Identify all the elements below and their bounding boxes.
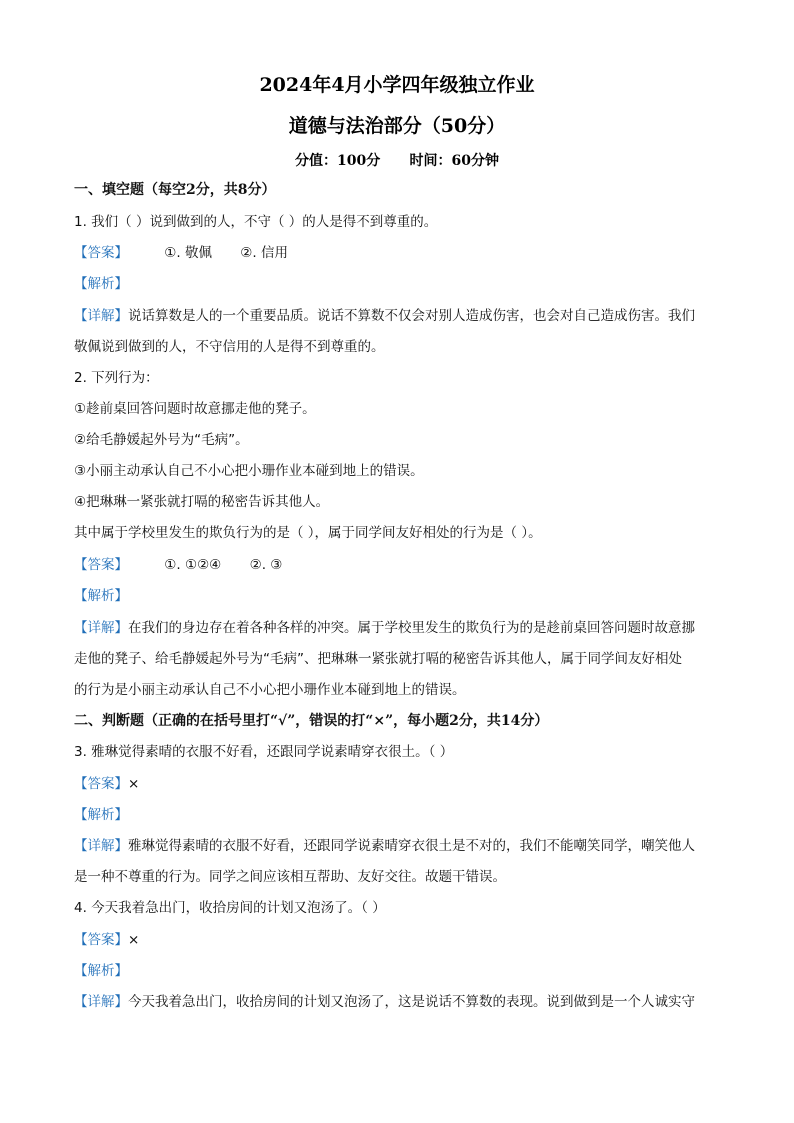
q2-answer-row — [74, 555, 724, 575]
q2-question: 其中属于学校里发生的欺负行为的是（ ），属于同学间友好相处的行为是（ ）。 — [74, 525, 542, 541]
q2-stem: 2. 下列行为： — [74, 370, 159, 386]
q2-item-2: ②给毛静媛起外号为“毛病”。 — [74, 432, 249, 448]
q1-analysis-label: 【解析】 — [74, 276, 128, 292]
q1-detail-line-1 — [74, 306, 724, 326]
section-heading-true-false: 二、判断题（正确的在括号里打“√”，错误的打“×”，每小题2分，共14分） — [74, 713, 549, 729]
q3-detail-text-1: 雅琳觉得素晴的衣服不好看，还跟同学说素晴穿衣很土是不对的，我们不能嘲笑同学，嘲笑他人 — [128, 838, 695, 854]
q1-stem: 1. 我们（ ）说到做到的人，不守（ ）的人是得不到尊重的。 — [74, 214, 438, 230]
q3-answer-row — [74, 774, 724, 794]
q2-detail-line-1 — [74, 618, 724, 638]
q4-analysis-label: 【解析】 — [74, 963, 128, 979]
q1-answer-2: ②. 信用 — [240, 245, 288, 261]
q1-detail-text-1: 说话算数是人的一个重要品质。说话不算数不仅会对别人造成伤害，也会对自己造成伤害。我们 — [128, 308, 695, 324]
score-time-info: 分值：100分 时间：60分钟 — [295, 153, 499, 169]
document-subtitle: 道德与法治部分（50分） — [288, 115, 506, 137]
answer-label: 【答案】 — [74, 932, 128, 948]
q4-detail-line-1 — [74, 992, 724, 1012]
q3-detail-line-2: 是一种不尊重的行为。同学之间应该相互帮助、友好交往。故题干错误。 — [74, 869, 506, 885]
q1-answer-1: ①. 敬佩 — [164, 245, 212, 261]
q1-detail-line-2: 敬佩说到做到的人，不守信用的人是得不到尊重的。 — [74, 339, 385, 355]
q2-detail-text-1: 在我们的身边存在着各种各样的冲突。属于学校里发生的欺负行为的是趁前桌回答问题时故意挪 — [128, 620, 695, 636]
answer-label: 【答案】 — [74, 557, 128, 573]
q2-analysis-label: 【解析】 — [74, 588, 128, 604]
q3-detail-line-1 — [74, 836, 724, 856]
detail-label: 【详解】 — [74, 308, 128, 324]
answer-label: 【答案】 — [74, 776, 128, 792]
q2-item-3: ③小丽主动承认自己不小心把小珊作业本碰到地上的错误。 — [74, 463, 424, 479]
q2-item-1: ①趁前桌回答问题时故意挪走他的凳子。 — [74, 401, 316, 417]
q4-answer-row — [74, 930, 724, 950]
section-heading-fill-blank: 一、填空题（每空2分，共8分） — [74, 182, 276, 198]
q3-analysis-label: 【解析】 — [74, 807, 128, 823]
answer-label: 【答案】 — [74, 245, 128, 261]
q2-detail-line-3: 的行为是小丽主动承认自己不小心把小珊作业本碰到地上的错误。 — [74, 682, 466, 698]
detail-label: 【详解】 — [74, 620, 128, 636]
q2-detail-line-2: 走他的凳子、给毛静媛起外号为“毛病”、把琳琳一紧张就打嗝的秘密告诉其他人，属于同学间友好相处 — [74, 651, 682, 667]
q4-answer: × — [128, 932, 140, 948]
q2-answer-2: ②. ③ — [249, 557, 283, 573]
q2-item-4: ④把琳琳一紧张就打嗝的秘密告诉其他人。 — [74, 494, 330, 510]
detail-label: 【详解】 — [74, 838, 128, 854]
q2-answer-1: ①. ①②④ — [164, 557, 222, 573]
detail-label: 【详解】 — [74, 994, 128, 1010]
q3-stem: 3. 雅琳觉得素晴的衣服不好看，还跟同学说素晴穿衣很土。（ ） — [74, 744, 454, 760]
document-title: 2024年4月小学四年级独立作业 — [259, 74, 535, 96]
q1-answer-row — [74, 243, 724, 263]
q4-stem: 4. 今天我着急出门，收拾房间的计划又泡汤了。（ ） — [74, 900, 386, 916]
q3-answer: × — [128, 776, 140, 792]
q4-detail-text-1: 今天我着急出门，收拾房间的计划又泡汤了，这是说话不算数的表现。说到做到是一个人诚实守 — [128, 994, 695, 1010]
